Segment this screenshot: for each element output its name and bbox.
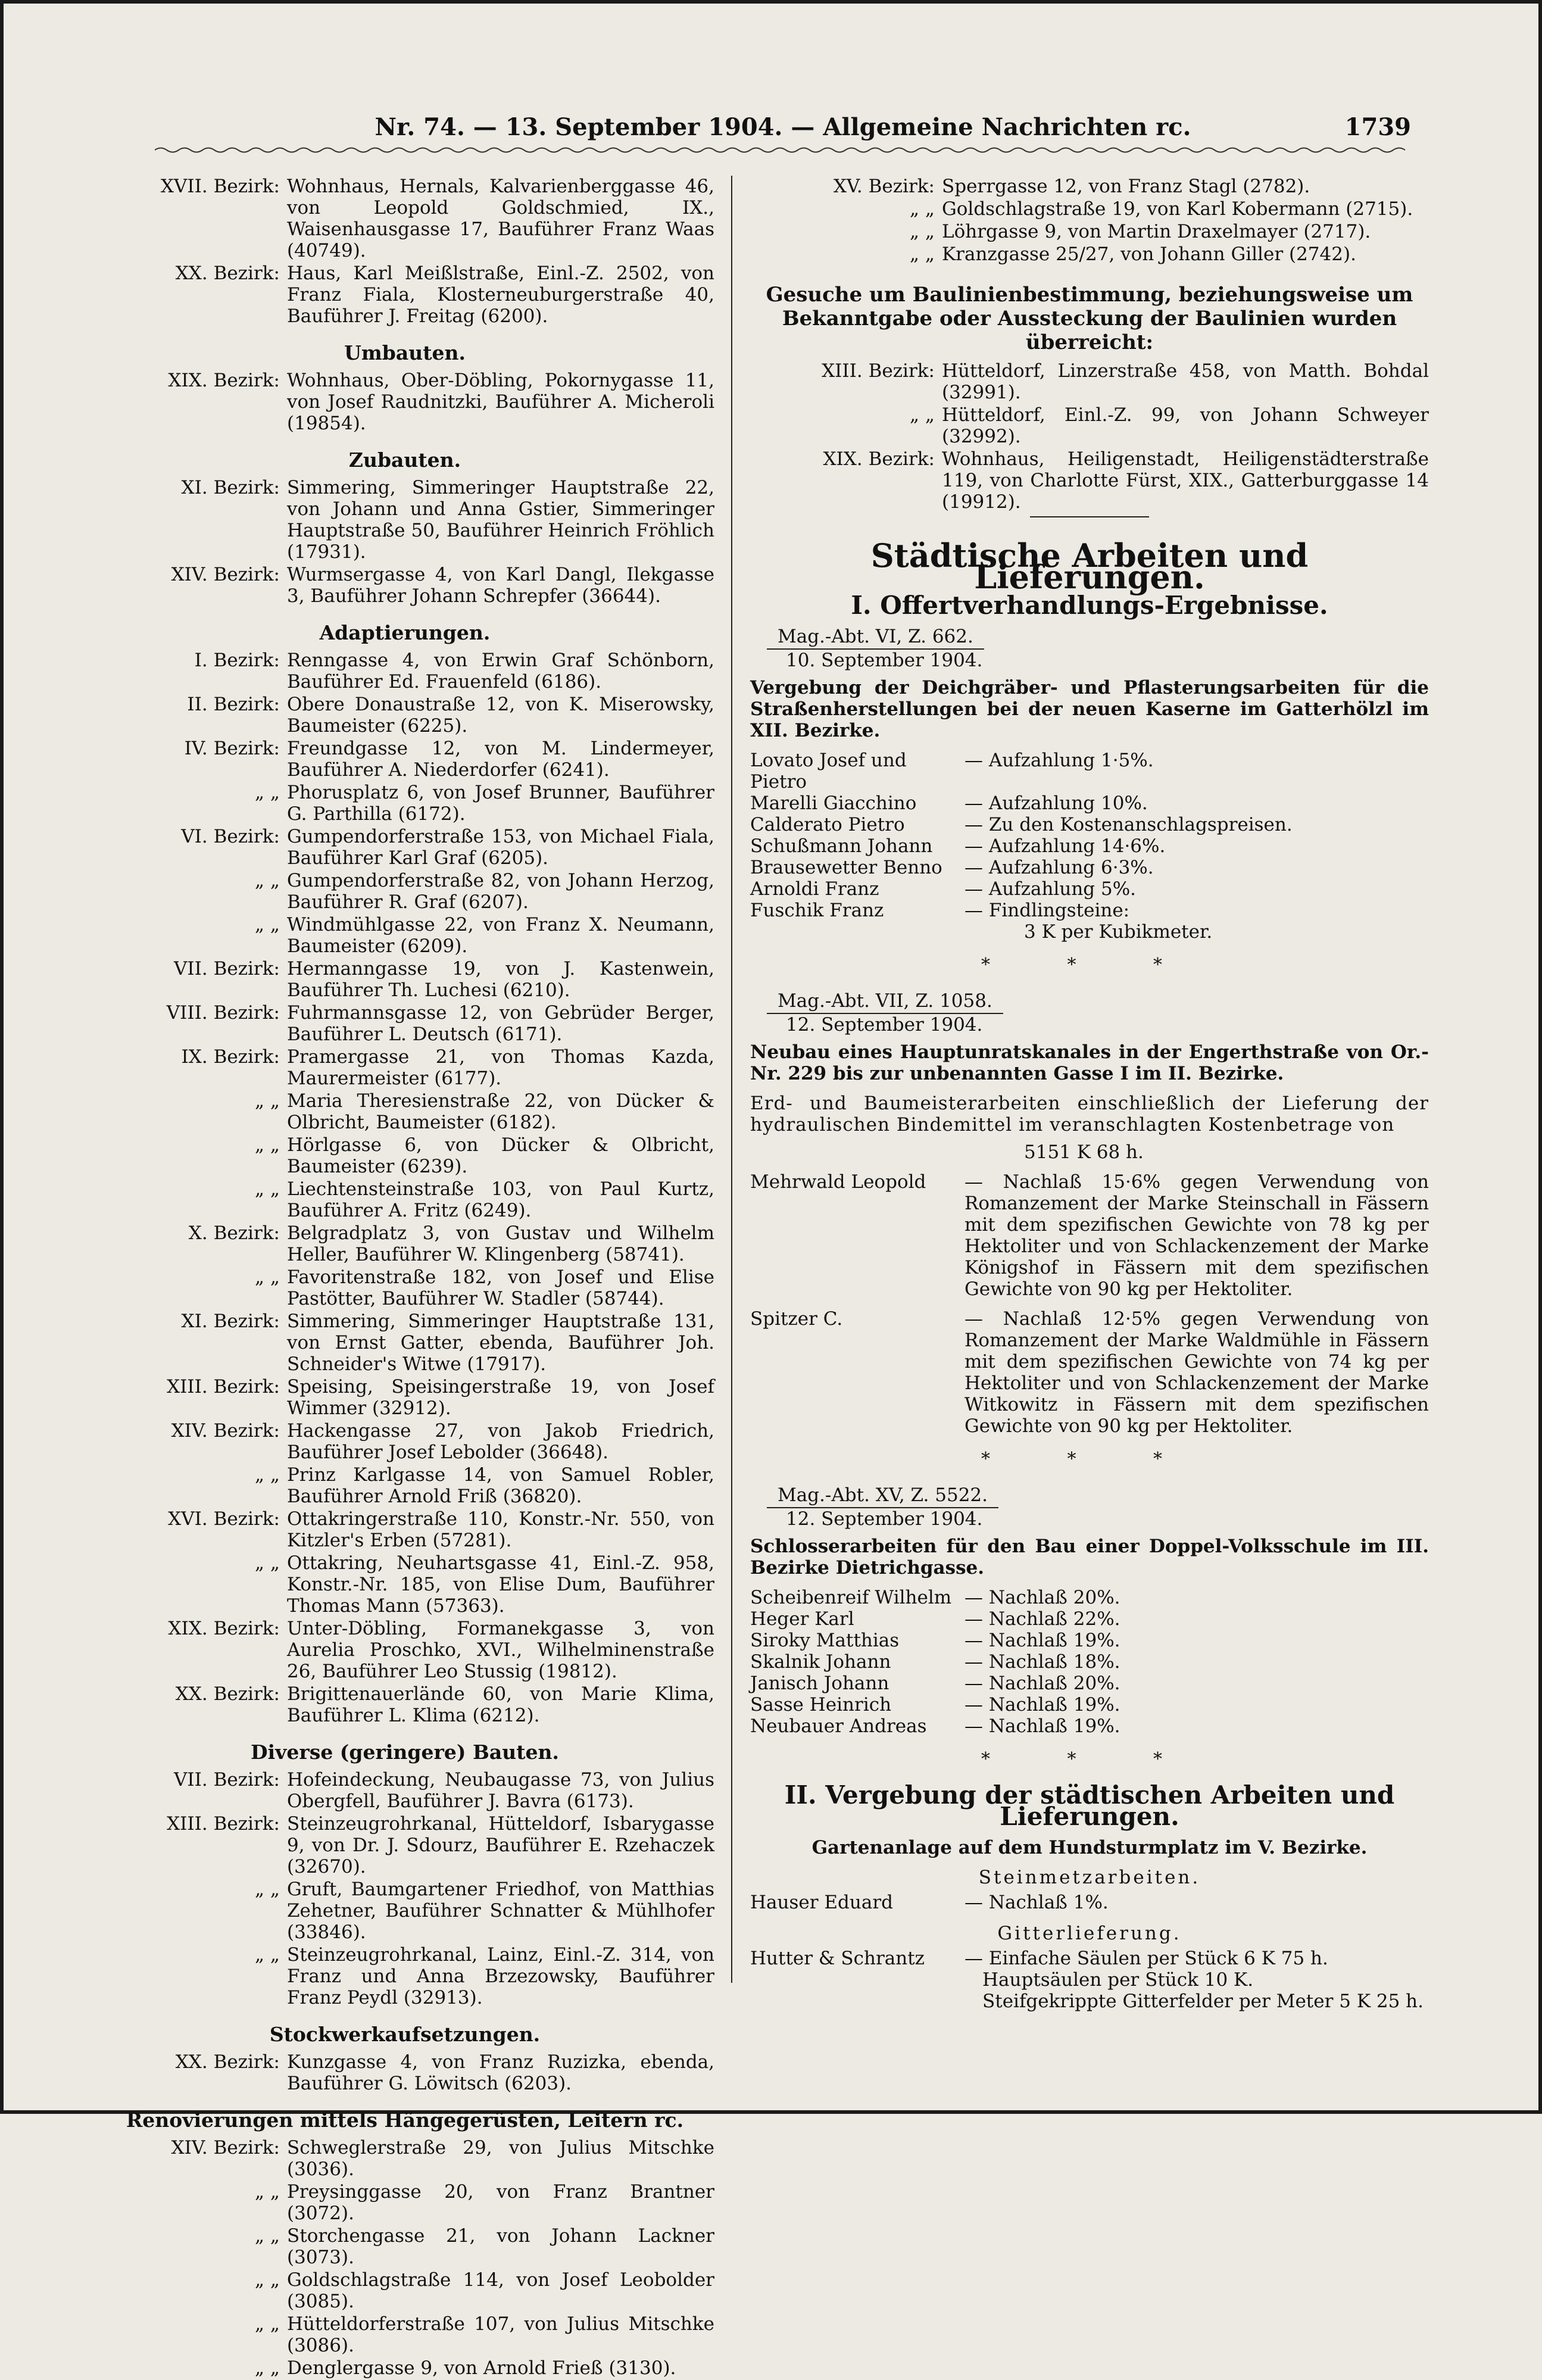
- header-wavy-rule: [155, 146, 1411, 154]
- district-label: „ „: [910, 221, 935, 242]
- list-item: [95, 1508, 714, 1551]
- list-item: [95, 1376, 714, 1419]
- block4-line: Hauptsäulen per Stück 10 K.: [982, 1969, 1254, 1991]
- district-label: X. Bezirk:: [188, 1222, 280, 1244]
- table-row: [750, 857, 1429, 878]
- block2-amount: 5151 K 68 h.: [1024, 1141, 1144, 1163]
- list-item: [95, 2051, 714, 2094]
- table-row: [750, 750, 1429, 793]
- list-item: [95, 1769, 714, 1812]
- bidder-name: Calderato Pietro: [750, 814, 905, 835]
- entry-text: Preysinggasse 20, von Franz Brantner (3072).: [287, 2181, 714, 2224]
- district-label: XIV. Bezirk:: [171, 1420, 280, 1442]
- list-item: [750, 244, 1429, 265]
- district-label: I. Bezirk:: [194, 650, 280, 671]
- entry-text: Hermanngasse 19, von J. Kastenwein, Bauführer Th. Luchesi (6210).: [287, 958, 714, 1001]
- district-label: „ „: [255, 870, 280, 891]
- section2-title: II. Vergebung der städtischen Arbeiten und Lieferungen.: [784, 1780, 1395, 1831]
- table-row: [750, 1715, 1429, 1737]
- district-label: XX. Bezirk:: [175, 263, 280, 284]
- heading-gesuche: Gesuche um Baulinienbestimmung, beziehungsweise um Bekanntgabe oder Aussteckung der Baulinien wurden überreicht:: [766, 283, 1413, 354]
- entry-text: Steinzeugrohrkanal, Hütteldorf, Isbarygasse 9, von Dr. J. Sdourz, Bauführer E. Rzehaczek (32670).: [287, 1813, 714, 1877]
- list-item: [95, 2137, 714, 2180]
- entry-text: Phorusplatz 6, von Josef Brunner, Bauführer G. Parthilla (6172).: [287, 782, 714, 825]
- bidder-name: Sasse Heinrich: [750, 1694, 892, 1715]
- entry-text: Favoritenstraße 182, von Josef und Elise Pastötter, Bauführer W. Stadler (58744).: [287, 1267, 714, 1309]
- bidder-value: — Aufzahlung 1·5%.: [964, 750, 1154, 771]
- list-item: [750, 360, 1429, 403]
- bidder-value: — Aufzahlung 5%.: [964, 878, 1137, 900]
- district-label: XIII. Bezirk:: [167, 1376, 280, 1398]
- block3-ref: Mag.-Abt. XV, Z. 5522.: [767, 1484, 998, 1508]
- bidder-value: — Nachlaß 20%.: [964, 1587, 1120, 1608]
- divider-rule: [1030, 516, 1149, 517]
- heading-adaptierungen: Adaptierungen.: [319, 621, 491, 644]
- list-item: [95, 1618, 714, 1682]
- list-item: [95, 477, 714, 563]
- entry-text: Liechtensteinstraße 103, von Paul Kurtz, Bauführer A. Fritz (6249).: [287, 1178, 714, 1221]
- list-item: [95, 2313, 714, 2356]
- block4-sub1: Steinmetzarbeiten.: [978, 1867, 1201, 1888]
- district-label: „ „: [255, 2357, 280, 2379]
- district-label: „ „: [255, 1552, 280, 1574]
- entry-text: Goldschlagstraße 114, von Josef Leobolder (3085).: [287, 2269, 714, 2312]
- entry-text: Ottakringerstraße 110, Konstr.-Nr. 550, von Kitzler's Erben (57281).: [287, 1508, 714, 1551]
- district-label: VII. Bezirk:: [173, 1769, 280, 1791]
- entry-text: Hütteldorf, Einl.-Z. 99, von Johann Schweyer (32992).: [942, 404, 1429, 447]
- bidder-value: — Nachlaß 15·6% gegen Verwendung von Romanzement der Marke Steinschall in Fässern mit dem spezifischen Gewichte von 78 kg per Hektoliter und von Schlackenzement der Marke Königshof in Fässern mit dem spezifischen Gewichte von 90 kg per Hektoliter.: [964, 1171, 1429, 1300]
- district-label: IX. Bezirk:: [181, 1046, 280, 1068]
- block4-row2: [750, 1948, 1429, 1969]
- list-item: [750, 198, 1429, 220]
- table-row: [750, 814, 1429, 835]
- block2-para: Erd- und Baumeisterarbeiten einschließlich der Lieferung der hydraulischen Bindemittel im veranschlagten Kostenbetrage von: [750, 1093, 1429, 1136]
- heading-renovierungen: Renovierungen mittels Hängegerüsten, Leitern rc.: [126, 2108, 684, 2132]
- table-row: [750, 1651, 1429, 1673]
- district-label: VI. Bezirk:: [181, 826, 280, 847]
- bidder-name: Schußmann Johann: [750, 835, 933, 857]
- list-item: [95, 1134, 714, 1177]
- list-item: [95, 782, 714, 825]
- block1-extra: 3 K per Kubikmeter.: [1024, 921, 1213, 943]
- list-item: [95, 370, 714, 434]
- bidder-name: Scheibenreif Wilhelm: [750, 1587, 952, 1608]
- page-number: 1739: [1344, 113, 1411, 141]
- list-item: [95, 263, 714, 327]
- bidder-name: Lovato Josef und Pietro: [750, 750, 907, 793]
- entry-text: Hütteldorf, Linzerstraße 458, von Matth. Bohdal (32991).: [942, 360, 1429, 403]
- table-row: [750, 793, 1429, 814]
- district-label: „ „: [255, 1879, 280, 1900]
- entry-text: Denglergasse 9, von Arnold Frieß (3130).: [287, 2357, 676, 2379]
- bidder-value: — Aufzahlung 14·6%.: [964, 835, 1166, 857]
- list-item: [750, 221, 1429, 242]
- bidder-value: — Nachlaß 1%.: [964, 1892, 1109, 1913]
- block3-desc: Schlosserarbeiten für den Bau einer Doppel-Volksschule im III. Bezirke Dietrichgasse.: [750, 1536, 1429, 1579]
- entry-text: Maria Theresienstraße 22, von Dücker & Olbricht, Baumeister (6182).: [287, 1090, 714, 1133]
- table-row: [750, 1171, 1429, 1300]
- table-row: [750, 1630, 1429, 1651]
- district-label: XX. Bezirk:: [175, 2051, 280, 2073]
- district-label: XVII. Bezirk:: [160, 176, 280, 197]
- header-title: Nr. 74. — 13. September 1904. — Allgemeine Nachrichten rc.: [374, 113, 1191, 141]
- table-row: [750, 1308, 1429, 1437]
- bidder-name: Hutter & Schrantz: [750, 1948, 925, 1969]
- district-label: XVI. Bezirk:: [168, 1508, 280, 1530]
- list-item: [95, 1552, 714, 1617]
- district-label: „ „: [255, 1090, 280, 1112]
- entry-text: Storchengasse 21, von Johann Lackner (3073).: [287, 2225, 714, 2268]
- entry-text: Prinz Karlgasse 14, von Samuel Robler, Bauführer Arnold Friß (36820).: [287, 1464, 714, 1507]
- block2-desc: Neubau eines Hauptunratskanales in der Engerthstraße von Or.-Nr. 229 bis zur unbenannten Gasse I im II. Bezirke.: [750, 1041, 1429, 1084]
- list-item: [95, 2181, 714, 2224]
- entry-text: Wurmsergasse 4, von Karl Dangl, Ilekgasse 3, Bauführer Johann Schrepfer (36644).: [287, 564, 714, 607]
- list-item: [95, 650, 714, 693]
- bidder-name: Hauser Eduard: [750, 1892, 893, 1913]
- heading-diverse: Diverse (geringere) Bauten.: [251, 1740, 559, 1764]
- block4-sub2: Gitterlieferung.: [997, 1923, 1182, 1944]
- entry-text: Hörlgasse 6, von Dücker & Olbricht, Baumeister (6239).: [287, 1134, 714, 1177]
- list-item: [95, 1002, 714, 1045]
- entry-text: Schweglerstraße 29, von Julius Mitschke (3036).: [287, 2137, 714, 2180]
- list-item: [95, 958, 714, 1001]
- district-label: XIX. Bezirk:: [168, 370, 280, 391]
- entry-text: Gumpendorferstraße 153, von Michael Fiala, Bauführer Karl Graf (6205).: [287, 826, 714, 869]
- entry-text: Gruft, Baumgartener Friedhof, von Matthias Zehetner, Bauführer Schnatter & Mühlhofer (33846).: [287, 1879, 714, 1943]
- entry-text: Hütteldorferstraße 107, von Julius Mitschke (3086).: [287, 2313, 714, 2356]
- bidder-value: — Nachlaß 12·5% gegen Verwendung von Romanzement der Marke Waldmühle in Fässern mit dem spezifischen Gewichte von 74 kg per Hektoliter und von Schlackenzement der Marke Witkowitz in Fässern mit dem spezifischen Gewichte von 90 kg per Hektoliter.: [964, 1308, 1429, 1437]
- entry-text: Speising, Speisingerstraße 19, von Josef Wimmer (32912).: [287, 1376, 714, 1419]
- list-item: [95, 1944, 714, 2008]
- list-item: [95, 1046, 714, 1089]
- district-label: XIII. Bezirk:: [822, 360, 935, 382]
- district-label: XI. Bezirk:: [181, 1311, 280, 1332]
- district-label: XIV. Bezirk:: [171, 564, 280, 585]
- block2-ref: Mag.-Abt. VII, Z. 1058.: [767, 990, 1003, 1014]
- block1-desc: Vergebung der Deichgräber- und Pflasterungsarbeiten für die Straßenherstellungen bei der neuen Kaserne im Gatterhölzl im XII. Bezirke.: [750, 677, 1429, 741]
- separator-stars: * * *: [981, 1449, 1198, 1470]
- list-item: [95, 1090, 714, 1133]
- list-item: [95, 1813, 714, 1877]
- list-item: [95, 1267, 714, 1309]
- table-row: [750, 1587, 1429, 1608]
- district-label: IV. Bezirk:: [184, 738, 280, 759]
- list-item: [750, 448, 1429, 513]
- entry-text: Unter-Döbling, Formanekgasse 3, von Aurelia Proschko, XVI., Wilhelminenstraße 26, Bauführer Leo Stussig (19812).: [287, 1618, 714, 1682]
- bidder-value: — Einfache Säulen per Stück 6 K 75 h.: [964, 1948, 1328, 1969]
- district-label: „ „: [910, 244, 935, 265]
- entry-text: Kranzgasse 25/27, von Johann Giller (2742).: [942, 244, 1356, 265]
- district-label: „ „: [255, 914, 280, 935]
- entry-text: Löhrgasse 9, von Martin Draxelmayer (2717).: [942, 221, 1371, 242]
- list-item: [95, 2357, 714, 2379]
- bidder-value: — Aufzahlung 6·3%.: [964, 857, 1154, 878]
- district-label: „ „: [255, 2181, 280, 2203]
- district-label: „ „: [910, 404, 935, 426]
- district-label: XIX. Bezirk:: [823, 448, 935, 470]
- bidder-value: — Nachlaß 22%.: [964, 1608, 1120, 1630]
- block3-date: 12. September 1904.: [786, 1508, 983, 1530]
- list-item: [95, 1464, 714, 1507]
- entry-text: Belgradplatz 3, von Gustav und Wilhelm Heller, Bauführer W. Klingenberg (58741).: [287, 1222, 714, 1265]
- district-label: „ „: [255, 1178, 280, 1200]
- list-item: [750, 176, 1429, 197]
- entry-text: Hofeindeckung, Neubaugasse 73, von Julius Obergfell, Bauführer J. Bavra (6173).: [287, 1769, 714, 1812]
- district-label: „ „: [910, 198, 935, 220]
- district-label: II. Bezirk:: [187, 694, 280, 715]
- bidder-value: — Aufzahlung 10%.: [964, 793, 1148, 814]
- district-label: „ „: [255, 2269, 280, 2291]
- entry-text: Kunzgasse 4, von Franz Ruzizka, ebenda, Bauführer G. Löwitsch (6203).: [287, 2051, 714, 2094]
- list-item: [95, 176, 714, 261]
- right-column: [750, 176, 1429, 2012]
- list-item: [95, 870, 714, 913]
- separator-stars: * * *: [981, 955, 1198, 975]
- entry-text: Simmering, Simmeringer Hauptstraße 131, von Ernst Gatter, ebenda, Bauführer Joh. Schneider's Witwe (17917).: [287, 1311, 714, 1375]
- entry-text: Haus, Karl Meißlstraße, Einl.-Z. 2502, von Franz Fiala, Klosterneuburgerstraße 40, Bauführer J. Freitag (6200).: [287, 263, 714, 327]
- bidder-value: — Zu den Kostenanschlagspreisen.: [964, 814, 1293, 835]
- bidder-name: Arnoldi Franz: [750, 878, 879, 900]
- bidder-value: — Nachlaß 20%.: [964, 1673, 1120, 1694]
- table-row: [750, 900, 1429, 921]
- district-label: XIX. Bezirk:: [168, 1618, 280, 1639]
- list-item: [95, 1178, 714, 1221]
- table-row: [750, 1673, 1429, 1694]
- bidder-value: — Nachlaß 19%.: [964, 1630, 1120, 1651]
- district-label: „ „: [255, 2225, 280, 2247]
- separator-stars: * * *: [981, 1749, 1198, 1770]
- bidder-name: Marelli Giacchino: [750, 793, 917, 814]
- heading-zubauten: Zubauten.: [348, 448, 461, 472]
- column-divider: [731, 176, 732, 1983]
- bidder-name: Siroky Matthias: [750, 1630, 900, 1651]
- bidder-name: Neubauer Andreas: [750, 1715, 927, 1737]
- district-label: XV. Bezirk:: [833, 176, 935, 197]
- list-item: [95, 1420, 714, 1463]
- entry-text: Ottakring, Neuhartsgasse 41, Einl.-Z. 958, Konstr.-Nr. 185, von Elise Dum, Bauführer Thomas Mann (57363).: [287, 1552, 714, 1617]
- entry-text: Hackengasse 27, von Jakob Friedrich, Bauführer Josef Lebolder (36648).: [287, 1420, 714, 1463]
- entry-text: Pramergasse 21, von Thomas Kazda, Maurermeister (6177).: [287, 1046, 714, 1089]
- entry-text: Wohnhaus, Ober-Döbling, Pokornygasse 11, von Josef Raudnitzki, Bauführer A. Micheroli (19854).: [287, 370, 714, 434]
- bidder-name: Spitzer C.: [750, 1308, 843, 1330]
- bidder-name: Janisch Johann: [750, 1673, 889, 1694]
- entry-text: Windmühlgasse 22, von Franz X. Neumann, Baumeister (6209).: [287, 914, 714, 957]
- entry-text: Goldschlagstraße 19, von Karl Kobermann (2715).: [942, 198, 1413, 220]
- list-item: [95, 914, 714, 957]
- list-item: [95, 564, 714, 607]
- district-label: „ „: [255, 1944, 280, 1966]
- list-item: [95, 826, 714, 869]
- entry-text: Wohnhaus, Hernals, Kalvarienberggasse 46, von Leopold Goldschmied, IX., Waisenhausgasse 17, Bauführer Franz Waas (40749).: [287, 176, 714, 261]
- heading-umbauten: Umbauten.: [344, 341, 466, 364]
- bidder-value: — Nachlaß 18%.: [964, 1651, 1120, 1673]
- section1-title: I. Offertverhandlungs-Ergebnisse.: [851, 591, 1328, 620]
- table-row: [750, 835, 1429, 857]
- list-item: [95, 2269, 714, 2312]
- entry-text: Obere Donaustraße 12, von K. Miserowsky, Baumeister (6225).: [287, 694, 714, 737]
- entry-text: Brigittenauerlände 60, von Marie Klima, Bauführer L. Klima (6212).: [287, 1683, 714, 1726]
- list-item: [95, 2225, 714, 2268]
- bidder-name: Heger Karl: [750, 1608, 854, 1630]
- table-row: [750, 1694, 1429, 1715]
- entry-text: Simmering, Simmeringer Hauptstraße 22, von Johann und Anna Gstier, Simmeringer Hauptstraße 50, Bauführer Heinrich Fröhlich (17931).: [287, 477, 714, 563]
- heading-stockwerk: Stockwerkaufsetzungen.: [269, 2023, 541, 2046]
- table-row: [750, 878, 1429, 900]
- district-label: „ „: [255, 1134, 280, 1156]
- district-label: VIII. Bezirk:: [166, 1002, 280, 1024]
- list-item: [750, 404, 1429, 447]
- block4-desc: Gartenanlage auf dem Hundsturmplatz im V. Bezirke.: [811, 1837, 1368, 1858]
- bidder-name: Mehrwald Leopold: [750, 1171, 926, 1193]
- block1-ref: Mag.-Abt. VI, Z. 662.: [767, 626, 984, 650]
- entry-text: Freundgasse 12, von M. Lindermeyer, Bauführer A. Niederdorfer (6241).: [287, 738, 714, 781]
- district-label: „ „: [255, 1267, 280, 1288]
- list-item: [95, 1879, 714, 1943]
- bidder-value: — Nachlaß 19%.: [964, 1694, 1120, 1715]
- entry-text: Fuhrmannsgasse 12, von Gebrüder Berger, Bauführer L. Deutsch (6171).: [287, 1002, 714, 1045]
- district-label: XIII. Bezirk:: [167, 1813, 280, 1835]
- block4-line: Steifgekrippte Gitterfelder per Meter 5 K 25 h.: [982, 1991, 1424, 2012]
- bidder-name: Fuschik Franz: [750, 900, 884, 921]
- bidder-name: Brausewetter Benno: [750, 857, 942, 878]
- list-item: [95, 1683, 714, 1726]
- district-label: „ „: [255, 1464, 280, 1486]
- district-label: VII. Bezirk:: [173, 958, 280, 980]
- entry-text: Steinzeugrohrkanal, Lainz, Einl.-Z. 314, von Franz und Anna Brzezowsky, Bauführer Franz Peydl (32913).: [287, 1944, 714, 2008]
- district-label: XI. Bezirk:: [181, 477, 280, 498]
- list-item: [95, 738, 714, 781]
- list-item: [95, 1222, 714, 1265]
- district-label: XIV. Bezirk:: [171, 2137, 280, 2158]
- bidder-value: — Findlingsteine:: [964, 900, 1130, 921]
- page-header: [155, 113, 1411, 149]
- block2-date: 12. September 1904.: [786, 1014, 983, 1035]
- list-item: [95, 694, 714, 737]
- block1-date: 10. September 1904.: [786, 650, 983, 671]
- district-label: „ „: [255, 782, 280, 803]
- district-label: XX. Bezirk:: [175, 1683, 280, 1705]
- bidder-name: Skalnik Johann: [750, 1651, 891, 1673]
- entry-text: Sperrgasse 12, von Franz Stagl (2782).: [942, 176, 1310, 197]
- table-row: [750, 1608, 1429, 1630]
- list-item: [95, 1311, 714, 1375]
- district-label: „ „: [255, 2313, 280, 2335]
- entry-text: Wohnhaus, Heiligenstadt, Heiligenstädterstraße 119, von Charlotte Fürst, XIX., Gatterburggasse 14 (19912).: [942, 448, 1429, 513]
- block4-row1: [750, 1892, 1429, 1913]
- left-column: [95, 176, 714, 2380]
- entry-text: Renngasse 4, von Erwin Graf Schönborn, Bauführer Ed. Frauenfeld (6186).: [287, 650, 714, 693]
- main-title: Städtische Arbeiten und Lieferungen.: [870, 536, 1309, 596]
- entry-text: Gumpendorferstraße 82, von Johann Herzog, Bauführer R. Graf (6207).: [287, 870, 714, 913]
- bidder-value: — Nachlaß 19%.: [964, 1715, 1120, 1737]
